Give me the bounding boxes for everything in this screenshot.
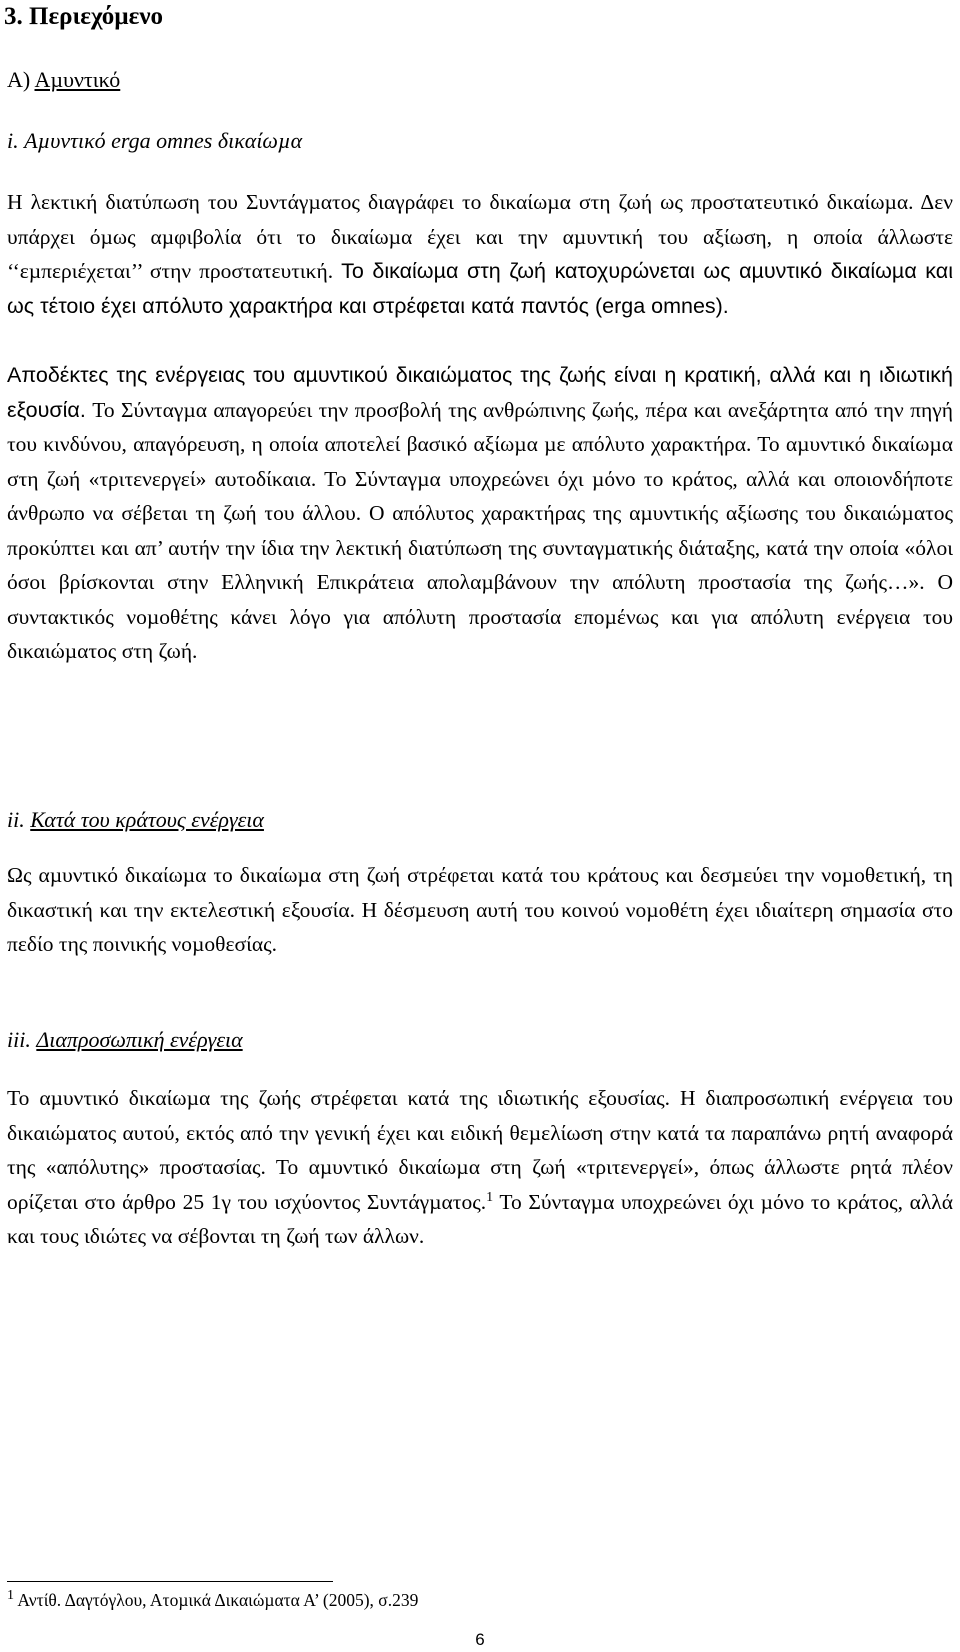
footnote	[7, 1588, 418, 1612]
paragraph-2-text-b: Το Σύνταγµα απαγορεύει την προσβολή της ανθρώπινης ζωής, πέρα και ανεξάρτητα από την πηγή του κινδύνου, απαγόρευση, η οποία αποτελεί βασικό αξίωµα µε απόλυτο χαρακτήρα. Το αµυντικό δικαίωµα στη ζωή «τριτενεργεί» αυτοδίκαια. Το Σύνταγµα υποχρεώνει όχι µόνο το κράτος, αλλά και οποιονδήποτε άνθρωπο να σέβεται τη ζωή του άλλου. Ο απόλυτος χαρακτήρας της αµυντικής αξίωσης του δικαιώµατος προκύπτει και απ’ αυτήν την ίδια την λεκτική διατύπωση της συνταγµατικής διάταξης, κατά την οποία «όλοι όσοι βρίσκονται στην Ελληνική Επικράτεια απολαµβάνουν την απόλυτη προστασία της ζωής…». Ο συντακτικός νοµοθέτης κάνει λόγο για απόλυτη προστασία εποµένως και για απόλυτη ενέργεια του δικαιώµατος στη ζωή.	[7, 397, 954, 663]
paragraph-1-text-a: Η λεκτική διατύπωση του Συντάγµατος διαγράφει το δικαίωµα στη ζωή ως προστατευτικό δικαίωµα. Δεν υπάρχει όµως αµφιβολία ότι το δικαίωµα έχει και την αµυντική του αξίωση, η οποία άλλωστε ‘‘εµπεριέχεται’’ στην προστατευτική.	[7, 190, 953, 283]
subheading-iii	[7, 1026, 243, 1054]
footnote-number: 1	[7, 1588, 14, 1604]
subsection-a-prefix: Α)	[7, 67, 35, 92]
subheading-i	[7, 127, 302, 155]
paragraph-1	[7, 185, 953, 323]
page-number: 6	[475, 1630, 485, 1649]
subheading-iii-title: Διαπροσωπική ενέργεια	[36, 1027, 243, 1052]
footnote-reference[interactable]: 1	[486, 1189, 494, 1205]
paragraph-4	[7, 1081, 953, 1254]
paragraph-1-text-b: Το δικαίωµα στη ζωή κατοχυρώνεται ως αµυντικό δικαίωµα και ως τέτοιο έχει απόλυτο χαρακτήρα και στρέφεται κατά παντός (erga omnes).	[7, 259, 954, 318]
subheading-ii-number: ii.	[7, 807, 31, 832]
footnote-text: Αντίθ. Δαγτόγλου, Ατοµικά Δικαιώµατα Α’ (2005), σ.239	[14, 1590, 419, 1610]
paragraph-3: Ως αµυντικό δικαίωµα το δικαίωµα στη ζωή στρέφεται κατά του κράτους και δεσµεύει την νοµοθετική, τη δικαστική και την εκτελεστική εξουσία. Η δέσµευση αυτή του κοινού νοµοθέτη έχει ιδιαίτερη σηµασία στο πεδίο της ποινικής νοµοθεσίας.	[7, 863, 953, 956]
subsection-a	[7, 66, 120, 94]
paragraph-4-text-b: Το Σύνταγµα υποχρεώνει όχι µόνο το κράτος, αλλά και τους ιδιώτες να σέβονται τη ζωή των άλλων.	[7, 1189, 953, 1248]
subheading-iii-number: iii.	[7, 1027, 37, 1052]
footnote-separator	[7, 1581, 333, 1582]
paragraph-4-text-a: Το αµυντικό δικαίωµα της ζωής στρέφεται κατά της ιδιωτικής εξουσίας. Η διαπροσωπική ενέργεια του δικαιώµατος αυτού, εκτός από την γενική έχει και ειδική θεµελίωση στην κατά τα παραπάνω ρητή αναφορά της «απόλυτης» προστασίας. Το αµυντικό δικαίωµα στη ζωή «τριτενεργεί», όπως άλλωστε ρητά πλέον ορίζεται στο άρθρο 25 1γ του ισχύοντος Συντάγµατος.	[7, 1086, 953, 1214]
subheading-ii-title: Κατά του κράτους ενέργεια	[30, 807, 264, 832]
subheading-i-title: Αµυντικό erga omnes δικαίωµα	[24, 128, 303, 153]
section-heading: 3. Περιεχόµενο	[4, 3, 164, 30]
subsection-a-label: Αµυντικό	[34, 67, 121, 92]
paragraph-2-text-a: Αποδέκτες της ενέργειας του αµυντικού δικαιώµατος της ζωής είναι η κρατική, αλλά και η ιδιωτική εξουσία.	[7, 363, 953, 422]
paragraph-2	[7, 358, 953, 669]
subheading-i-number: i.	[7, 128, 25, 153]
subheading-ii	[7, 806, 264, 834]
